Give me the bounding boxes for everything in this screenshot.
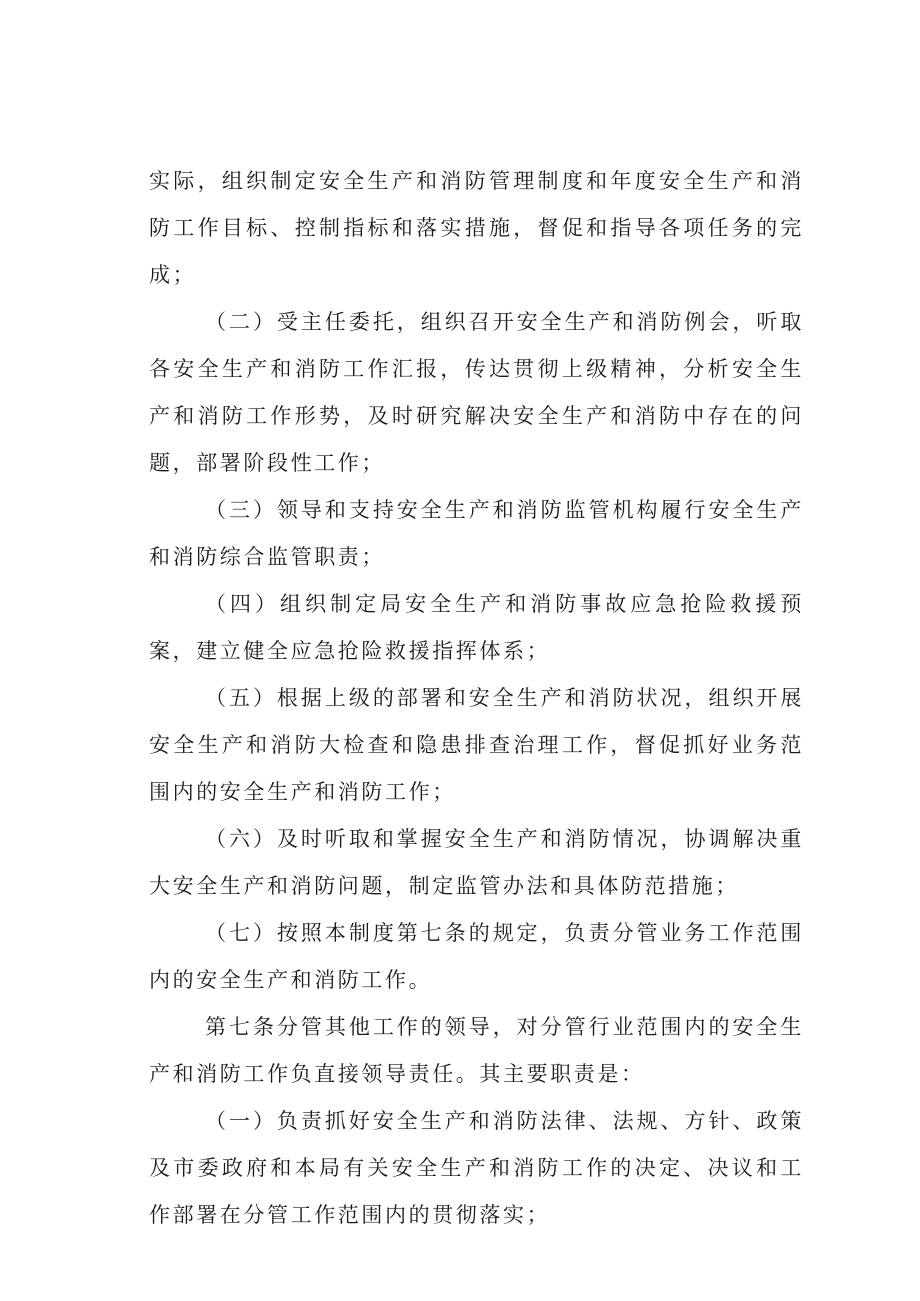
document-body [149, 158, 804, 1239]
paragraph-item-4: （四）组织制定局安全生产和消防事故应急抢险救援预案，建立健全应急抢险救援指挥体系； [149, 592, 804, 663]
paragraph-item-5: （五）根据上级的部署和安全生产和消防状况，组织开展安全生产和消防大检查和隐患排查治理工作，督促抓好业务范围内的安全生产和消防工作； [149, 686, 804, 804]
paragraph-item-6: （六）及时听取和掌握安全生产和消防情况，协调解决重大安全生产和消防问题，制定监管办法和具体防范措施； [149, 827, 804, 898]
paragraph-continuation: 实际，组织制定安全生产和消防管理制度和年度安全生产和消防工作目标、控制指标和落实措施，督促和指导各项任务的完成； [149, 169, 804, 287]
paragraph-article-7-item-1: （一）负责抓好安全生产和消防法律、法规、方针、政策及市委政府和本局有关安全生产和消防工作的决定、决议和工作部署在分管工作范围内的贯彻落实； [149, 1109, 804, 1227]
paragraph-item-2: （二）受主任委托，组织召开安全生产和消防例会，听取各安全生产和消防工作汇报，传达贯彻上级精神，分析安全生产和消防工作形势，及时研究解决安全生产和消防中存在的问题，部署阶段性工作； [149, 310, 804, 475]
paragraph-item-7: （七）按照本制度第七条的规定，负责分管业务工作范围内的安全生产和消防工作。 [149, 921, 804, 992]
paragraph-article-7: 第七条分管其他工作的领导，对分管行业范围内的安全生产和消防工作负直接领导责任。其主要职责是： [149, 1015, 804, 1086]
paragraph-item-3: （三）领导和支持安全生产和消防监管机构履行安全生产和消防综合监管职责； [149, 498, 804, 569]
